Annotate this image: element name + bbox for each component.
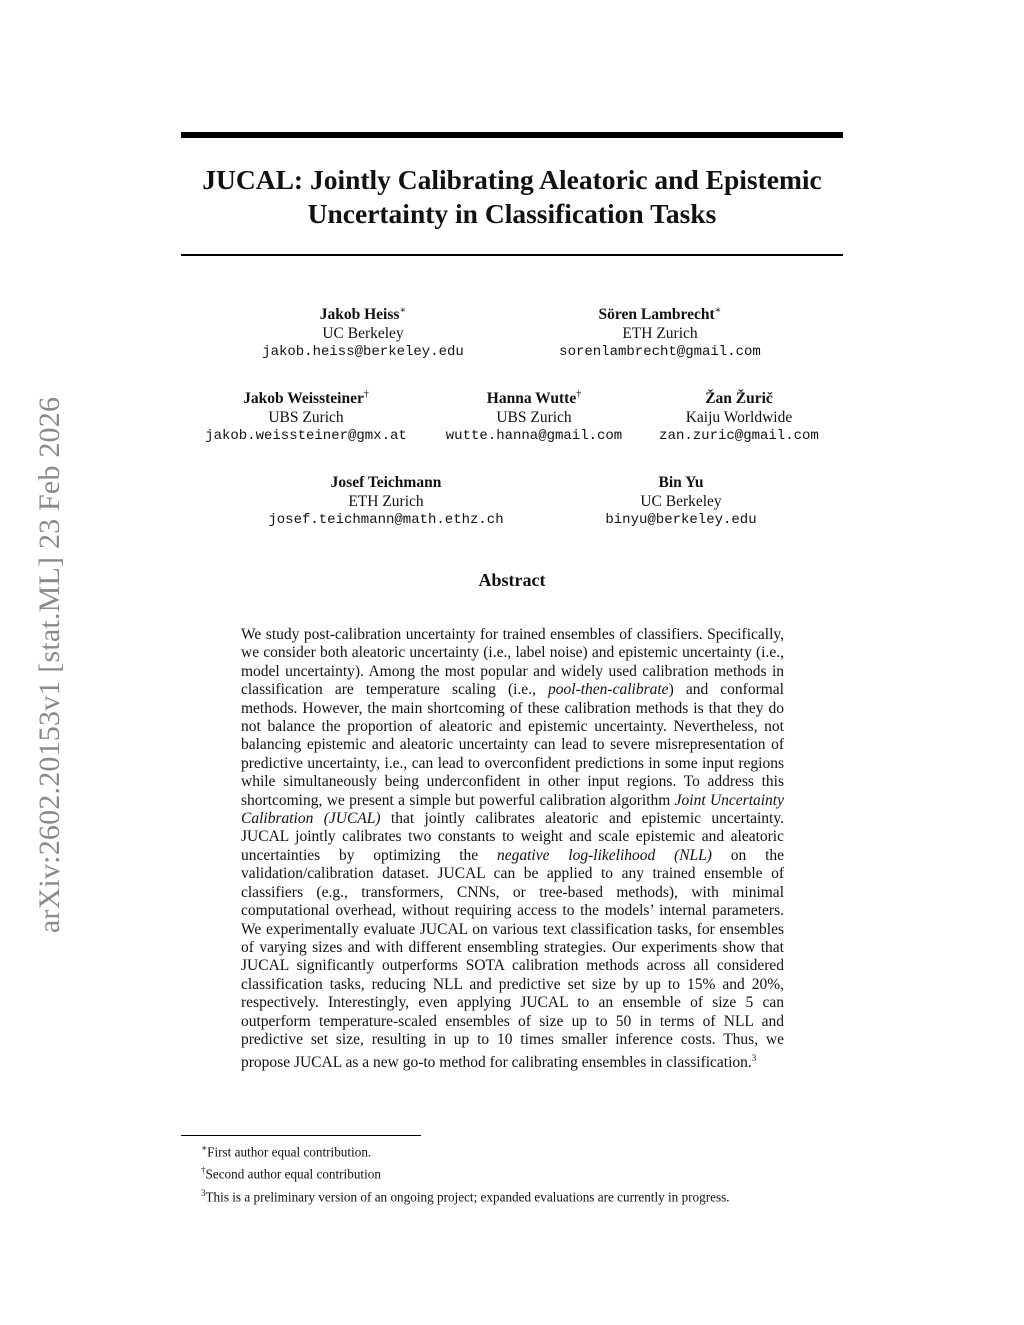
paper-title <box>150 163 874 231</box>
author-name: Bin Yu <box>658 474 704 492</box>
footnote-mark: † <box>201 1165 206 1176</box>
author-affiliation: UBS Zurich <box>268 409 344 427</box>
author-mark: † <box>576 389 582 400</box>
author-email[interactable]: wutte.hanna@gmail.com <box>445 428 623 445</box>
arxiv-identifier-stamp: arXiv:2602.20153v1 [stat.ML] 23 Feb 2026 <box>33 396 66 934</box>
abstract-text: We study post-calibration uncertainty for trained ensembles of classifiers. Specifically, we consider both aleatoric uncertainty (i.e., label noise) and epistemic uncertainty (i.e., model uncertainty). Among the most popular and widely used calibration methods in classification are temperature scaling (i.e., <box>241 626 784 699</box>
author-affiliation: Kaiju Worldwide <box>685 409 793 427</box>
author-affiliation: UC Berkeley <box>640 493 722 511</box>
footnote-text: First author equal contribution. <box>207 1144 372 1160</box>
abstract-text: that jointly calibrates aleatoric and epistemic uncertainty. JUCAL jointly calibrates two constants to weight and scale epistemic and aleatoric uncertainties by optimizing the <box>241 810 784 864</box>
author-email[interactable]: jakob.heiss@berkeley.edu <box>262 344 464 361</box>
author-block <box>262 301 464 362</box>
author-block <box>268 469 503 530</box>
author-block <box>446 385 622 446</box>
footnote-mark: ∗ <box>201 1143 208 1153</box>
abstract-text: ) and conformal methods. However, the main shortcoming of these calibration methods is that they do not balance the proportion of aleatoric and epistemic uncertainty. Nevertheless, not balancing epistemic and aleatoric uncertainty can lead to severe misrepresentation of predictive uncertainty, i.e., can lead to overconfident predictions in some input regions while simultaneously being underconfident in other input regions. To address this shortcoming, we present a simple but powerful calibration algorithm <box>241 681 784 809</box>
paper-title-line-2: Uncertainty in Classification Tasks <box>307 198 717 229</box>
author-name: Žan Žurič <box>705 390 773 408</box>
abstract-text: on the validation/calibration dataset. JUCAL can be applied to any trained ensemble of classifiers (e.g., transformers, CNNs, or tree-based methods), with minimal computational overhead, without requiring access to the models’ internal parameters. We experimentally evaluate JUCAL on various text classification tasks, for ensembles of varying sizes and with different ensembling strategies. Our experiments show that JUCAL significantly outperforms SOTA calibration methods across all considered classification tasks, reducing NLL and predictive set size by up to 15% and 20%, respectively. Interestingly, even applying JUCAL to an ensemble of size 5 can outperform temperature-scaled ensembles of size up to 50 in terms of NLL and predictive set size, resulting in up to 10 times smaller inference costs. Thus, we propose JUCAL as a new go-to method for calibrating ensembles in classification. <box>241 846 785 1072</box>
footnote-text: This is a preliminary version of an ongoing project; expanded evaluations are currently in progress. <box>205 1189 730 1205</box>
author-affiliation: ETH Zurich <box>348 493 424 511</box>
footnote-item <box>201 1184 841 1206</box>
footnote-item <box>201 1161 841 1183</box>
author-email[interactable]: sorenlambrecht@gmail.com <box>559 344 761 361</box>
author-block <box>605 469 756 530</box>
author-affiliation: UBS Zurich <box>496 409 572 427</box>
abstract-heading: Abstract <box>478 570 546 590</box>
author-block <box>659 385 819 446</box>
author-name: Josef Teichmann <box>330 474 442 492</box>
abstract-emphasis: Joint Uncertainty Calibration (JUCAL) <box>241 791 784 828</box>
author-block <box>559 301 761 362</box>
author-name: Jakob Weissteiner <box>243 390 364 408</box>
author-block <box>205 385 407 446</box>
author-email[interactable]: josef.teichmann@math.ethz.ch <box>268 512 504 529</box>
footnote-rule <box>181 1135 421 1136</box>
author-name: Sören Lambrecht <box>598 306 715 324</box>
footnotes <box>201 1139 841 1206</box>
footnote-mark: 3 <box>201 1187 206 1198</box>
abstract-emphasis: pool-then-calibrate <box>548 681 669 699</box>
author-name: Hanna Wutte <box>486 390 577 408</box>
author-email[interactable]: binyu@berkeley.edu <box>605 512 757 529</box>
title-bottom-rule <box>181 254 843 256</box>
paper-title-line-1: JUCAL: Jointly Calibrating Aleatoric and Epistemic <box>202 164 822 195</box>
abstract-body <box>241 626 784 1073</box>
author-email[interactable]: zan.zuric@gmail.com <box>659 428 819 445</box>
author-email[interactable]: jakob.weissteiner@gmx.at <box>205 428 407 445</box>
author-mark: ∗ <box>714 305 722 316</box>
author-name: Jakob Heiss <box>319 306 400 324</box>
title-top-rule <box>181 132 843 138</box>
author-mark: ∗ <box>399 305 407 316</box>
footnote-item <box>201 1139 841 1161</box>
author-mark: † <box>363 389 369 400</box>
abstract-footnote-ref[interactable]: 3 <box>751 1053 757 1064</box>
author-affiliation: ETH Zurich <box>622 325 698 343</box>
footnote-text: Second author equal contribution <box>205 1166 381 1182</box>
author-affiliation: UC Berkeley <box>322 325 404 343</box>
abstract-emphasis: negative log-likelihood (NLL) <box>497 846 712 864</box>
